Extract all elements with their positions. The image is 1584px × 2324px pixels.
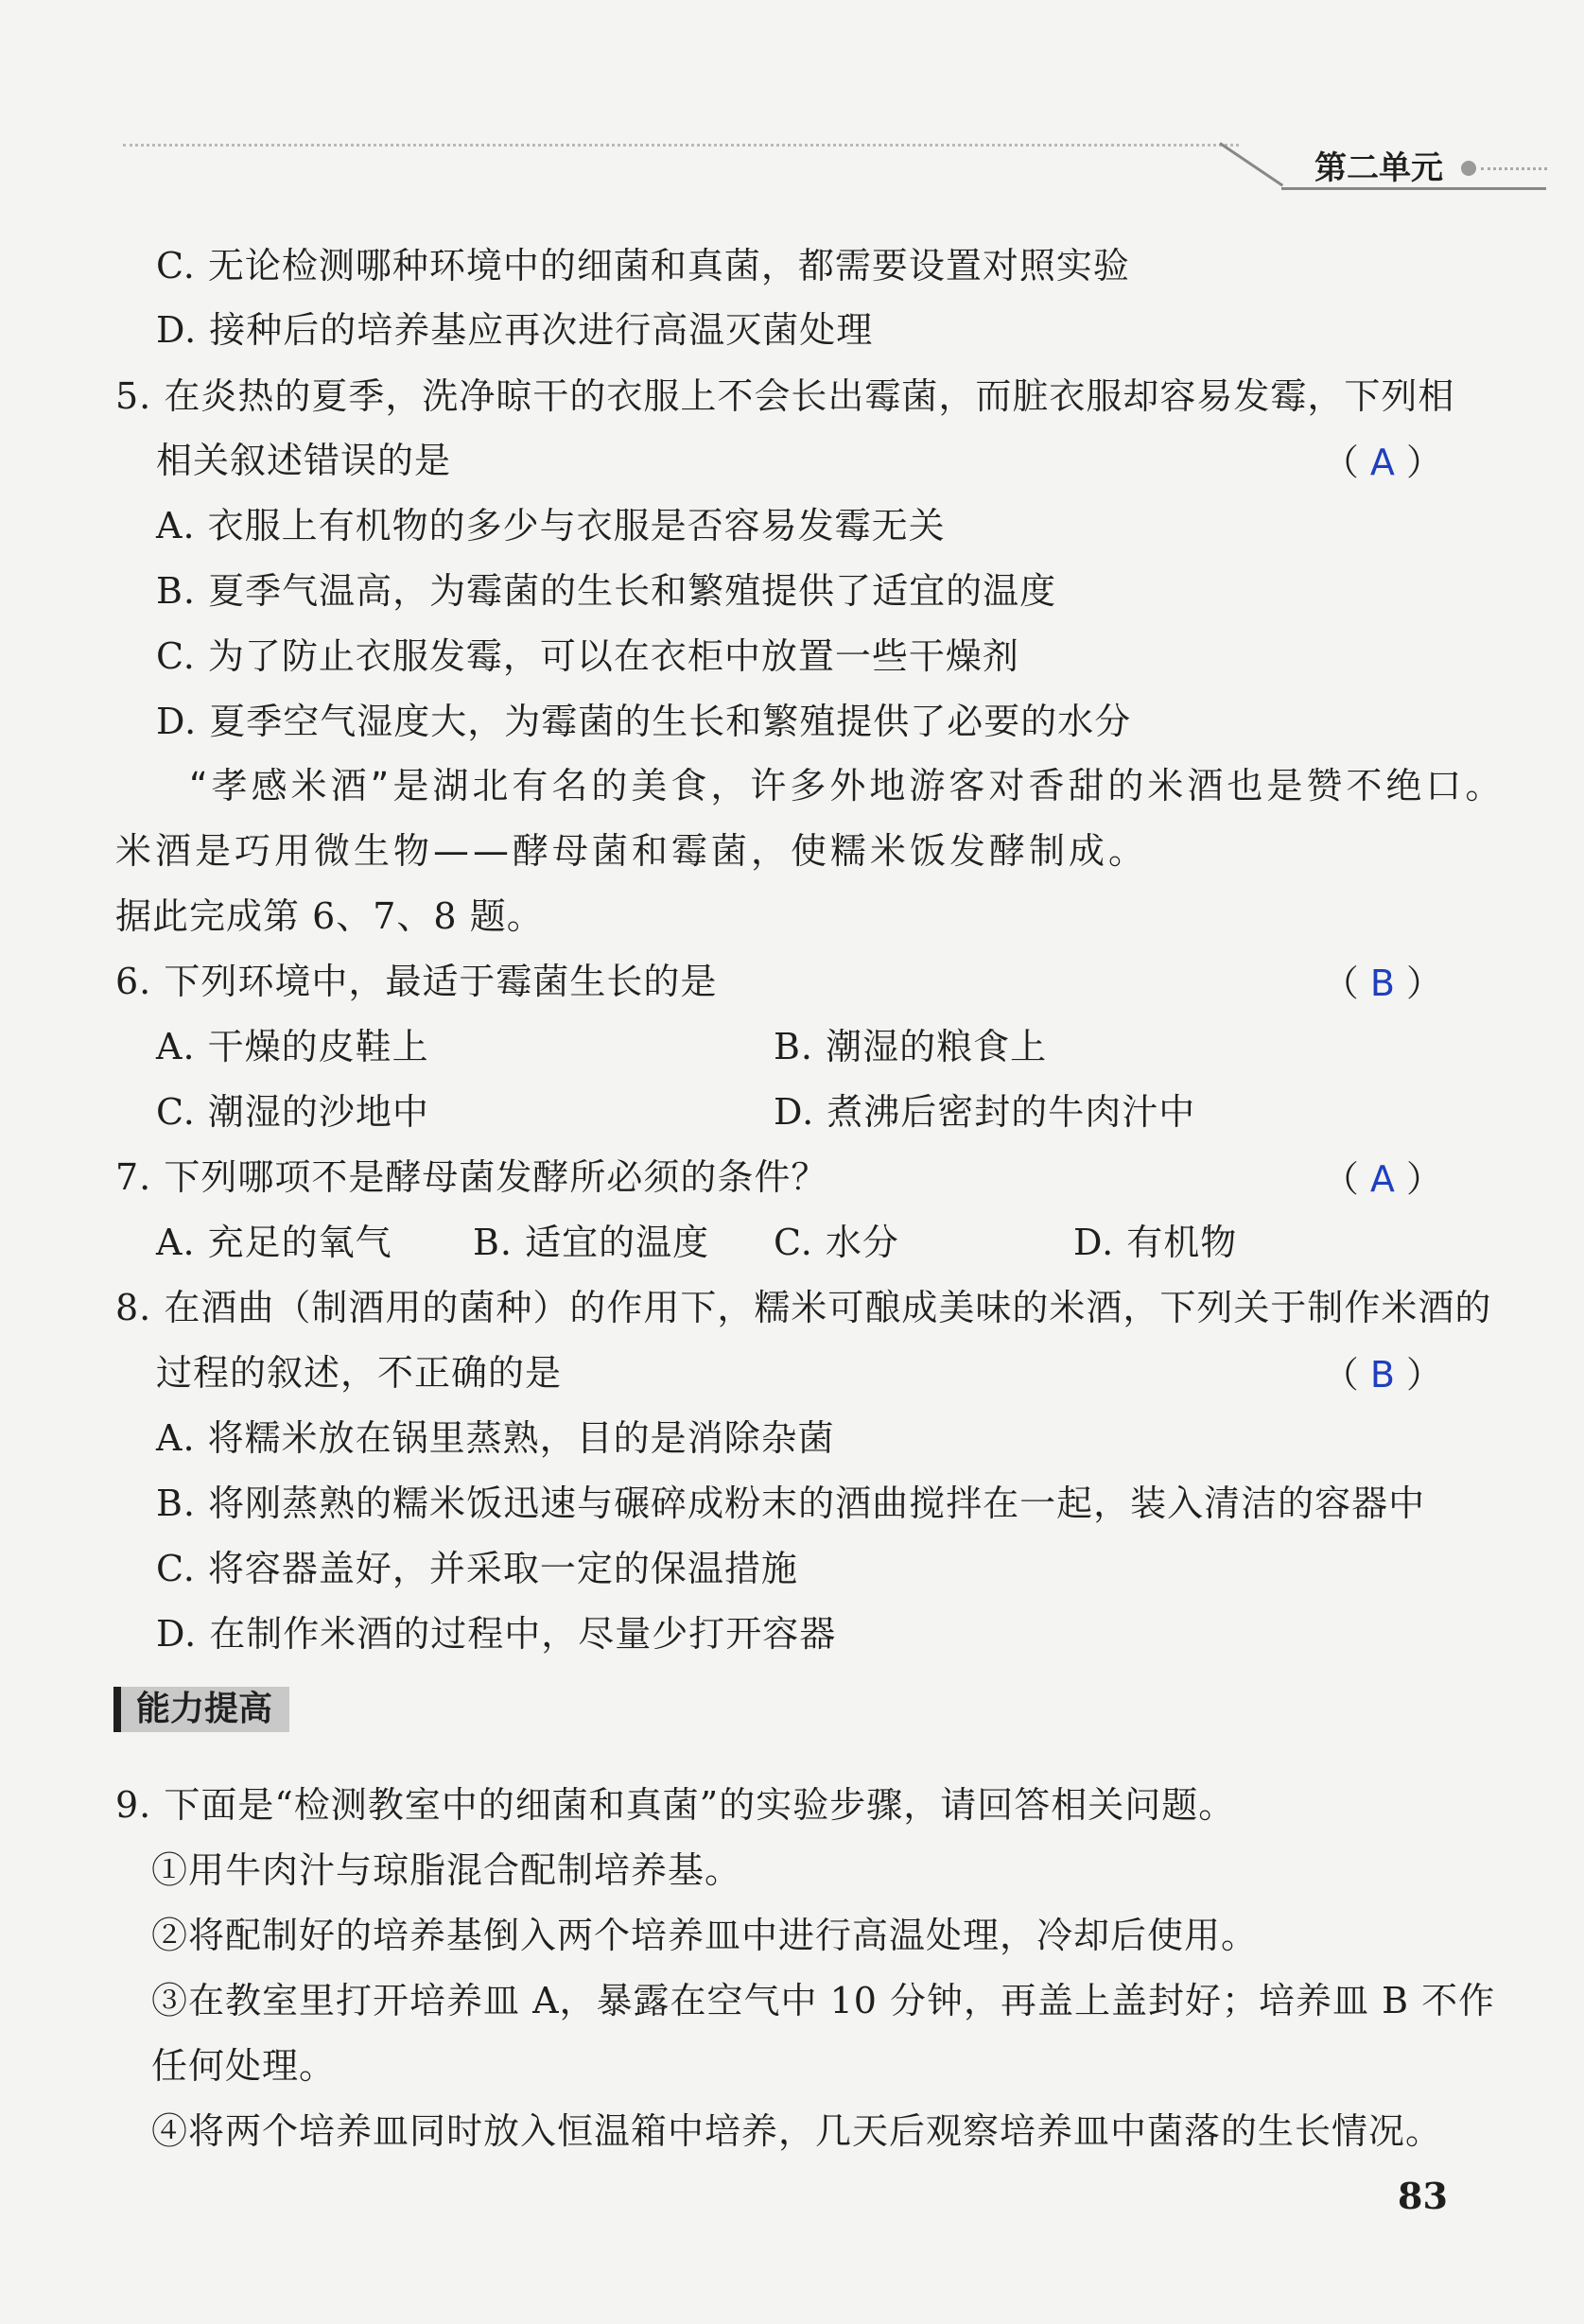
- q8-option-d: D. 在制作米酒的过程中，尽量少打开容器: [156, 1613, 837, 1655]
- header-dotted-rule: [123, 144, 1239, 147]
- q9-step-1: ①用牛肉汁与琼脂混合配制培养基。: [151, 1849, 742, 1891]
- q6-stem: 6. 下列环境中，最适于霉菌生长的是: [115, 961, 718, 1002]
- q4-option-d: D. 接种后的培养基应再次进行高温灭菌处理: [156, 309, 874, 351]
- header-diagonal-rule: [1219, 142, 1283, 186]
- q7-answer-letter: A: [1369, 1158, 1395, 1200]
- passage-line-2: 米酒是巧用微生物——酵母菌和霉菌，使糯米饭发酵制成。: [115, 830, 1149, 872]
- q8-option-c: C. 将容器盖好，并采取一定的保温措施: [156, 1548, 798, 1589]
- q9-stem: 9. 下面是“检测教室中的细菌和真菌”的实验步骤，请回答相关问题。: [115, 1784, 1236, 1826]
- q7-option-d: D. 有机物: [1073, 1222, 1238, 1263]
- q7-option-b: B. 适宜的温度: [473, 1222, 710, 1263]
- q8-answer-letter: B: [1369, 1354, 1395, 1396]
- q7-answer: （ A ）: [1322, 1158, 1442, 1200]
- section-heading: 能力提高: [113, 1687, 289, 1732]
- passage-line-1: “孝感米酒”是湖北有名的美食，许多外地游客对香甜的米酒也是赞不绝口。: [189, 765, 1506, 806]
- passage-instruction: 据此完成第 6、7、8 题。: [115, 895, 544, 937]
- q5-stem-cont: 相关叙述错误的是: [156, 440, 452, 481]
- q8-stem: 8. 在酒曲（制酒用的菌种）的作用下，糯米可酿成美味的米酒，下列关于制作米酒的: [115, 1287, 1492, 1328]
- q6-option-c: C. 潮湿的沙地中: [156, 1091, 429, 1133]
- q5-answer-letter: A: [1369, 442, 1395, 483]
- q7-stem: 7. 下列哪项不是酵母菌发酵所必须的条件？: [115, 1156, 828, 1198]
- q6-option-b: B. 潮湿的粮食上: [774, 1026, 1048, 1067]
- q4-option-c: C. 无论检测哪种环境中的细菌和真菌，都需要设置对照实验: [156, 245, 1130, 286]
- q5-option-d: D. 夏季空气湿度大，为霉菌的生长和繁殖提供了必要的水分: [156, 701, 1132, 742]
- q5-option-b: B. 夏季气温高，为霉菌的生长和繁殖提供了适宜的温度: [156, 570, 1057, 612]
- q5-option-c: C. 为了防止衣服发霉，可以在衣柜中放置一些干燥剂: [156, 635, 1019, 677]
- q8-option-a: A. 将糯米放在锅里蒸熟，目的是消除杂菌: [156, 1417, 835, 1459]
- q5-option-a: A. 衣服上有机物的多少与衣服是否容易发霉无关: [156, 505, 946, 546]
- q6-answer: （ B ）: [1322, 963, 1442, 1004]
- q6-option-d: D. 煮沸后密封的牛肉汁中: [774, 1091, 1196, 1133]
- header-dot-icon: [1461, 161, 1476, 176]
- q9-step-2: ②将配制好的培养基倒入两个培养皿中进行高温处理，冷却后使用。: [151, 1915, 1259, 1956]
- header-dots: [1481, 167, 1547, 170]
- page-number: 83: [1398, 2175, 1448, 2217]
- q9-step-3: ③在教室里打开培养皿 A，暴露在空气中 10 分钟，再盖上盖封好；培养皿 B 不作: [151, 1980, 1496, 2021]
- q5-stem: 5. 在炎热的夏季，洗净晾干的衣服上不会长出霉菌，而脏衣服却容易发霉，下列相: [115, 375, 1455, 417]
- q5-answer: （ A ）: [1322, 442, 1442, 483]
- q8-option-b: B. 将刚蒸熟的糯米饭迅速与碾碎成粉末的酒曲搅拌在一起，装入清洁的容器中: [156, 1483, 1426, 1524]
- q7-option-c: C. 水分: [774, 1222, 899, 1263]
- q6-answer-letter: B: [1369, 963, 1395, 1004]
- q6-option-a: A. 干燥的皮鞋上: [156, 1026, 429, 1067]
- q7-option-a: A. 充足的氧气: [156, 1222, 392, 1263]
- q9-step-4: ④将两个培养皿同时放入恒温箱中培养，几天后观察培养皿中菌落的生长情况。: [151, 2110, 1443, 2152]
- q8-stem-cont: 过程的叙述，不正确的是: [156, 1352, 563, 1394]
- q9-step-3-cont: 任何处理。: [151, 2045, 337, 2087]
- q8-answer: （ B ）: [1322, 1354, 1442, 1396]
- unit-title: 第二单元: [1314, 149, 1443, 187]
